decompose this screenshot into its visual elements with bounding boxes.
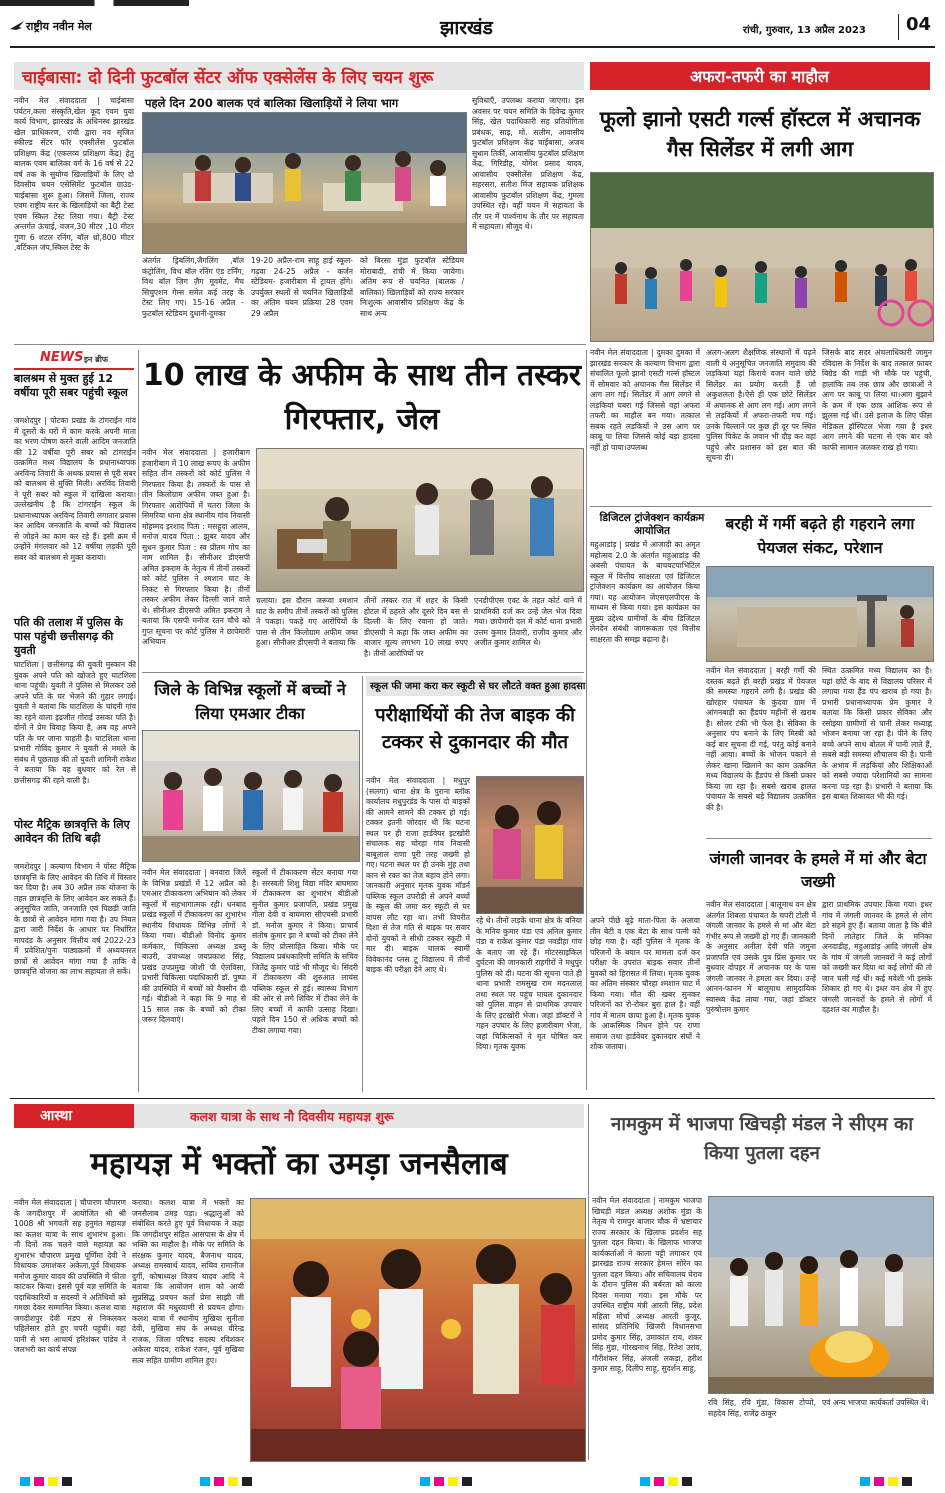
astha-label: आस्था (40, 1108, 73, 1124)
opium-arrest-photo (256, 448, 584, 592)
brief1-body: जमशेदपुर | पोटका प्रखंड के टांगराईन गांव में दूसरों के घरों में काम करके अपनी माता का भरण पोषण करने वाली आदिम जनजाति की 12 वर्षीया पूरी सबर को टांगराईन उत्क्रमित मध्य विद्यालय के प्रधानाध्यापक अरविन्द तिवारी के अथक प्रयास से पूरी सबर को बालश्रम से मुक्ति मिली। अरविंद तिवारी ने पूरी सबर को स्कूल में दाखिला कराया। उल्लेखनीय है कि टांगराईन स्कूल के प्रधानाध्यापक अरविन्द तिवारी लगातार प्रयास कर आदिम जनजाति के बच्चों को विद्यालय से जोड़ने का काम कर रहे हैं। इसी क्रम में उन्होंने मंगलवार को 12 वर्षीया लड़की पूरी सबर को बालश्रम से मुक्त कराया। (14, 416, 136, 562)
opium-headline: 10 लाख के अफीम के साथ तीन तस्कर गिरफ्तार, जेल (142, 358, 582, 437)
dateline: रांची, गुरुवार, 13 अप्रैल 2023 (743, 25, 866, 36)
chaibasa-headline: चाईबासा: दो दिनी फुटबॉल सेंटर ऑफ एक्सेलेंस के लिए चयन शुरू (22, 68, 434, 88)
vaccination-photo (142, 730, 360, 862)
masthead (10, 10, 935, 44)
opium-col2: चलाया। इस दौरान जरूवा श्मशान घाट के समीप तीनों तस्करों को पुलिस ने पकड़ा। पकड़े गए आरोपियों के पास से तीन किलोग्राम अफीम जब्त हुआ। सीनीअर डीएसपी ने बताया कि (256, 596, 358, 647)
animal-headline: जंगली जानवर के हमले में मां और बेटा जख्मी (709, 850, 927, 891)
digital-headline: डिजिटल ट्रांजेक्शन कार्यक्रम आयोजित (599, 512, 705, 537)
accident-col1: नवीन मेल संवाददाता | मधुपुर (सलगा) थाना क्षेत्र के पुराना ब्लॉक कार्यालय मधुपुरडंड के पास दो बाइकों की आमने सामने की टक्कर हो गई। टक्कर इतनी जोरदार थी कि घटना स्थल पर ही राजा हार्डवेयर इटखोरी संचालक सह चोरहा गांव निवासी बाबूलाल राणा पूरी तरह जख्मी हो गए। घटना स्थल पर ही उनके मुंह तथा कान से रक्त का तेज बहाव होने लगा। जानकारी अनुसार मृतक युवक मॉडर्न पब्लिक स्कूल उपरोडी से अपने बच्चों के स्कूल की जमा कर स्कूटी से घर वापस लौट रहा था। तभी विपरीत दिशा से तेज गति से बाइक पर सवार दोनों युवकों ने सीधी टक्कर स्कूटी में मार दी। बाइक चालक स्वामी विवेकानंद प्लस टू विद्यालय में तीनों बाइक की परीक्षा देने आए थे। (366, 776, 470, 974)
kalash-yatra-photo (250, 1198, 586, 1462)
print-registration-strip (0, 0, 945, 6)
handpump-photo (706, 566, 934, 662)
brief2-body: घाटशिला | छत्तीसगढ़ की युवती मुस्कान की युवक अपने पति को खोजते हुए घाटशिला थाना पहुंची। युवती ने पुलिस से मिलकर उसे अपने पति के घर भेजने की गुहार लगाई। युवती ने बताया कि घाटशिला के चांदनी गांव का रहने वाला इंद्रजीत गोराई उसका पति है। दोनों ने प्रेम विवाह किया है, अब वह अपने पति के घर जाना चाहती है। घाटशिला थाना प्रभारी गोविंद कुमार ने युवती से ममले के संबंध में पूछताछ की तो युवती शामिनी राकेश ने बताया कि वह बुधवार को रेल से छत्तीसगढ़ की रहने वाली है। (14, 660, 136, 785)
brief2-headline: पति की तलाश में पुलिस के पास पहुंची छत्तीसगढ़ की युवती (14, 616, 123, 657)
accident-headline: परीक्षार्थियों की तेज बाइक की टक्कर से दुकानदार की मौत (375, 705, 575, 753)
accident-kicker: स्कूल फी जमा करा कर स्कूटी से घर लौटते वक्त हुआ हादसा (370, 681, 586, 692)
animal-col2: द्वारा प्राथमिक उपचार किया गया। इधर गांव में जंगली जानवर के हमले से लोग डरे सहमे हुए हैं। बताया जाता है कि बीते दिनों लातेहार जिले के मनिका अनदाडीह, महुआडांड़ आदि जंगली क्षेत्र के गांव में जंगली जानवरों ने कई लोगों को जख्मी कर दिया था कई लोगों की तो जान चली गई थी। कई मवेशी भी इसके शिकार हो गए थे। इधर वन क्षेत्र में हुए जंगली जानवरों के हमले से लोगों में दहशत का माहौल है। (822, 900, 932, 1014)
astha-col1: नवीन मेल संवाददाता | चौपारण चौपारण के जगदीशपुर में आयोजित श्री श्री 1008 श्री भगवती सह हनुमंत महायज्ञ का कलश यात्रा के साथ शुभारंभ हुआ। नौ दिनों तक चलने वाले महायज्ञ का शुभारंभ चौपारण प्रमुख पूर्णिमा देवी ने विधायक उमाशंकर अकेला,पूर्व विधायक मनोज कुमार यादव की उपस्थिति में फीता काटकर किया। इससे पूर्व यज्ञ समिति के पदाधिकारियों व सदस्यों ने अतिथियों को गमछा देकर सम्मानित किया। कलश यात्रा जगदीशपुर देवी मंडप से निकलकर पहिलेसार होते हुए चपरी पहुंची। वहां पानी से भरा आचार्य हरिशंकर पांडेय ने जलभरी का कार्य संपन्न (14, 1198, 126, 1354)
accident-col3: अपने पीछे बूढ़े माता-पिता के अलावा तीन बेटी व एक बेटा के साथ पत्नी को छोड़ गया है। वहीं पुलिस ने मृतक के परिजनों के बयान पर मामला दर्ज कर परीक्षा के उपरांत बाइक सवार तीनों युवकों को हिरासत में लिया। मृतक युवक का अंतिम संस्कार चौरहा श्मशान घाट में किया गया। मौत की खबर सुनकर परिजनों का रो-रोकर बुरा हाल है। वहीं गांव में मातम छाया हुआ है। मृतक युवक के आकस्मिक निधन होने पर राणा समाज तथा हार्डवेयर दुकानदार संघों ने शोक जताया। (590, 916, 700, 1051)
astha-kicker: कलश यात्रा के साथ नौ दिवसीय महायज्ञ शुरू (190, 1109, 394, 1124)
accident-col2: रहे थे। तीनों लड़के थाना क्षेत्र के बनिया के मनिय कुमार पंडा एवं अनिल कुमार पंडा व राकेश कुमार पंडा नवडीहा गांव के बताए जा रहे हैं। मोटरसाइकिल दुर्घटना की जानकारी राहगीरों ने मधुपुर पुलिस को दी। घटना की सूचना पाते ही थाना प्रभारी रामसुख राम मदनलाल तथा स्थल पर पहुंच घायल दुकानदार को पुलिस वाहन से प्राथमिक उपचार के लिए इटखोरी भेजा। जहां डॉक्टरों ने गहन उपचार के लिए हजारीबाग भेजा, जहां चिकित्सकों ने मृत घोषित कर दिया। मृतक युवक (476, 916, 582, 1051)
digital-body: महुआडांड़ | प्रखंड में आजादी का अमृत महोत्सव 2.0 के अंतर्गत महुआडांड़ की अबसी पंचायत के बाचयटपाभिटिल स्कूल में वित्तीय साक्षरता एवं डिजिटल ट्रांजेक्शन कार्यक्रम का आयोजन किया गया। यह आयोजन जेएसएलपीएस के माध्यम से किया गया। इस कार्यक्रम का मुख्य उद्देश्य ग्रामीणों के बीच डिजिटल लेनदेन संबंधी जागरूकता एवं वित्तीय साक्षरता की समझ बढ़ाना है। (590, 540, 700, 644)
barhi-col2: स्थित उत्क्रमित मध्य विद्यालय का है। यहां छोटे के बाद से विद्यालय परिसर में लगाया गया हैंड पंप खराब हो गया है। प्रभारी प्रधानाध्यापक प्रेम कुमार ने बताया कि किसी प्रकार सेविका और रसोइया ग्रामीणों से पानी लेकर मध्याह्न भोजन बनाया जा रहा है। पीने के लिए बच्चे अपने साथ बोतल में पानी लाते हैं, सबसे बड़ी समस्या शौचालय की है। पानी के अभाव में लड़कियां और शिक्षिकाओं को सबसे ज्यादा परेशानियों का सामना करना पड़ रहा है। प्रभारी ने बताया कि इस बाबत शिकायत भी की गई। (822, 666, 932, 801)
news-in-brief-badge (14, 350, 134, 370)
opium-col4: एनडीपीएस एक्ट के तहत कोर्ट थाने में प्राथमिकी दर्ज कर उन्हें जेल भेज दिया गया। छापेमारी दल में कोर्ट थाना प्रभारी उत्तम कुमार तिवारी, राजीव कुमार और अजीत कुमार शामिल थे। (474, 596, 582, 647)
opium-col1: नवीन मेल संवाददाता | हजारीबाग हजारीबाग में 10 लाख रूपए के अफीम सहित तीन तस्करों को कोर्ट पुलिस ने गिरफ्तार किया है। तस्करों के पास से तीन किलोग्राम अफीम जब्त हुआ है। गिरफ्तार आरोपियों में चतरा जिला के सिमरिया थाना क्षेत्र स्थानीय गांव निवासी मोहम्मद इरशाद पिता : मसहूदा आलम, मनोज यादव पिता : झुबर यादव और सुधन कुमार पिता : स्व प्रीतम गोप का नाम शामिल है। सीनीअर डीएसपी अमित इकराम के नेतृत्व में तीनों तस्करों को कोर्ट पुलिस ने श्मशान घाट के निकट से गिरफ्तार किया है। तीनों तस्कर अफीम लेकर दिल्ली जाने वाले थे। सीनीअर डीएसपी अमित इकराम ने बताया कि एसपी मनोज रतन चौथे को गुप्त सूचना पर कोर्ट पुलिस ने छापेमारी अभियान (142, 448, 250, 646)
hostel-fire-photo (590, 172, 934, 342)
afra-headline: फूलो झानो एसटी गर्ल्स हॉस्टल में अचानक गैस सिलेंडर में लगी आग (599, 107, 921, 161)
brief1-headline: बालश्रम से मुक्त हुई 12 वर्षीया पूरी सबर पहुंची स्कूल (14, 372, 128, 399)
barhi-headline: बरही में गर्मी बढ़ते ही गहराने लगा पेयजल संकट, परेशान (725, 515, 915, 557)
animal-col1: नवीन मेल संवाददाता | बालूमाथ वन क्षेत्र अंतर्गत शिबला पंचायत के चपरी टोली में जंगली जानवर के हमले से मां और बेटा गंभीर रूप से जख्मी हो गए हैं। जानकारी के अनुसार अनीता देवी पति जमुना प्रजापति एवं उसके पुत्र प्रिंस कुमार पर बुधवार दोपहर में अचानक घर के पास जंगली जानवर ने हमला कर दिया। उन्हें आनन-फानन में बालूमाथ सामुदायिक स्वास्थ्य केंद्र लाया गया, जहां डॉक्टर पुरुषोत्तम कुमार (706, 900, 816, 1014)
mr-col2: स्कूलों में टीकाकरण सेंटर बनाया गया है। सरस्वती शिशु विद्या मंदिर बाघमारा में टीकाकरण का शुभारंभ बीडीओ सुनील कुमार प्रजापति, प्रखंड प्रमुख गीता देवी व बाघमारा सीएचसी प्रभारी डॉ. मनोज कुमार ने किया। प्राचार्य संतोष कुमार झा ने बच्चों को टीका लेने के लिए प्रोत्साहित किया। मौके पर विद्यालय प्रबंधकारिणी समिति के सचिव जितेंद्र कुमार पांडे भी मौजूद थे। सिंदरी में टीकाकरण की शुरुआत लायंस पब्लिक स्कूल से हुई। स्वास्थ्य विभाग की ओर से लगे शिविर में टीका लेने के लिए बच्चों में काफी उत्साह दिखा। पहले दिन 150 से अधिक बच्चों को टीका लगाया गया। (252, 868, 358, 1035)
chaibasa-col5: सुविधाएँ, उपलब्ध कराया जाएगा। इस अवसर पर चयन समिति के दिवेन्द्र कुमार सिंह, खेल पदाधिकारी सह प्रतियोगिता प्रबंधक, साइ, मो. सलीम, आवासीय फुटबॉल प्रशिक्षण केंद्र चाईबासा, अजय सुधाम तिर्की, आवासीय फुटबॉल प्रशिक्षण केंद्र, गिरिडीह, योगेश प्रसाद यादव, आवासीय एक्सीलेंस प्रशिक्षण केंद्र, सहरसरा, सतीश मिंज सहायक प्रशिक्षक आवासीय फुटबॉल प्रशिक्षण केंद्र, गुमला उपस्थित रहे। वहीं चयन में सहायता के तौर पर में पार्श्वनाथ के तौर पर सहायता में सहायता। मौजूद थे। (472, 96, 584, 231)
brief3-headline: पोस्ट मैट्रिक छात्रवृत्ति के लिए आवेदन की तिथि बढ़ी (14, 818, 130, 845)
in-brief-label: इन ब्रीफ (84, 355, 108, 364)
namkum-col1: नवीन मेल संवाददाता | नामकुम भाजपा खिचड़ी मंडल अध्यक्ष अशोक मुंडा के नेतृत्व मे रामपुर बाजार चौक में भ्रष्टाचार राज्य सरकार के खिलाफ प्रदर्शन सह पुतला दहन किया। के खिलाफ भाजपा कार्यकर्ताओं ने काला पट्टी लगाकर एवं झारखंड राज्य सरकार हेमन्त सोरेन का पुतला दहन किया। और सचिवालय घेराव के दौरान पुलिस की बर्बरता को काला दिवस मनाया गया। इस मौके पर उपस्थित राष्ट्रीय मंत्री आरती सिंह, प्रदेश महिला मोर्चा अध्यक्ष आरती कुजूर, सांसद प्रतिनिधि खिजरी विधानसभा प्रमोद कुमार सिंह, उमाकांत राय, शंकर सिंह मुंडा, गोरखनाथ सिंह, रितेश उरांव, गौरीशंकर सिंह, अंजली लकड़ा, हरीश कुमार साहू, दिलीप साहू, सुदर्शन साहू, (592, 1196, 702, 1373)
chaibasa-col1: नवीन मेल संवाददाता | चाईबासा पर्यटन,कला संस्कृति,खेल कूद एवम युवा कार्य विभाग, झारखंड के अधिनस्थ झारखंड खेल प्राधिकरण, रांची द्वारा नव सृजित स्कील्ड सेंटर फॉर एक्सीलेंस फुटबॉल प्रशिक्षण केंद्र (एकलव्य प्रशिक्षण केंद्र) हेतु बालक एवम बालिका वर्ग के 16 वर्ष से 22 वर्ष तक के सुयोग्य खिलाड़ियों के लिए दो दिवसीय चयन एसेसिमेंट फुटबॉल ग्राउंड- चाईबासा शुरू हुआ। जिसमें जिला, राज्य एवम राष्ट्रीय स्तर के खिलाड़ियों का बैट्री टेस्ट एवम स्किल टेस्ट लिया गया। बैट्री टेस्ट अन्तर्गत ऊंचाई, वजन,30 मीटर ,10 मीटर गुणा 6 शटल रनिंग, बॉल थ्रो,800 मीटर ,वर्टिकल जंप,स्किल टेस्ट के (14, 96, 134, 252)
mr-col1: नवीन मेल संवाददाता | बनवारा जिले के विभिन्न प्रखंडों में 12 अप्रैल को एमआर टीकाकरण अभियान को लेकर स्कूलों में सहभागात्मक रही। धनबाद प्रखंड स्कूलों में टीकाकरण का शुभारंभ स्थानीय विधायक विभिन्न लोगों ने किया गया। बीडीओ विनोद कुमार कर्मकार, चिकित्सा अध्यक्ष डब्लू बाउरी, उपाध्यक्ष जयप्रकाश सिंह, प्रखंड उपप्रमुख जोशी पी ऐलविसा, प्रभारी चिकित्सा पदाधिकारी डॉ. पुष्पा की उपस्थिति में बच्चों को वैक्सीन दी गई। बीडीओ ने कहा कि 9 माह से 15 साल तक के बच्चों को टीका जरूर दिलवाएं। (142, 868, 246, 1024)
afra-col3: जिसके बाद सदर अंचलाधिकारी जामुन रविदास के निर्देश के बाद तत्काल फ़ायर बिग्रेड की गाड़ी भी मौके पर पहुंची, हालांकि तब तक छात्र और छात्राओं ने आग पर काबू पा लिया था।आग बुझाने के क्रम में एक छात्र आंशिक रूप से झुलस गई थी। उसे इलाज के लिए फीस़ मेडिकल हॉस्पिटल भेजा गया है इधर आग लगने की घटना से एक बार को काफी सामान जलकर राख हो गया। (822, 348, 932, 452)
namkum-headline: नामकुम में भाजपा खिचड़ी मंडल ने सीएम का किया पुतला दहन (610, 1114, 914, 1164)
news-label: NEWS (40, 350, 84, 365)
afra-col2: अलग-अलग शैक्षणिक संस्थानों में पढ़ने वाली ये अनुसूचित जनजाति समुदाय की लड़कियां यहां किराये वजन वाले छोटे सिलेंडर का प्रयोग करती हैं जो अकुशलता है।ऐसे ही एक छोटे सिलेंडर में अचानक से आग लग गई। आग लगने से लड़कियों में अफरा-तफरी मच गई। उनके चिल्लाने पर कुछ ही दूर पर स्थित पुलिस पिकेट के जवान भी दौड़ कर वहां पहुंचे और प्रशासन को इस बात की सूचना दी। (706, 348, 816, 462)
astha-label-band (14, 1104, 134, 1128)
brief3-body: जमशेदपुर | कल्याण विभाग ने पोस्ट मैट्रिक छात्रवृत्ति के लिए आवेदन की तिथि में विस्तार कर दिया है। अब 30 अप्रैल तक योजना के तहत छात्रवृत्ति के लिए आवेदन कर सकते हैं। अनुसूचित जाति, जनजाति एवं पिछड़ी जाति के छात्रों से आवेदन मांगा गया है। उप नियत द्वारा जारी निर्देश के आधार पर निर्धारित मापदंड के अनुसार वित्तीय वर्ष 2022-23 में प्रवेशित/पुनः पाठ्यक्रमों में अध्ययनरत छात्रों से आवेदन मांगा गया है ताकि वे छात्रवृत्ति योजना का लाभ सहायता ले सकें। (14, 862, 136, 976)
effigy-burning-photo (708, 1196, 934, 1394)
chaibasa-subheadline: पहले दिन 200 बालक एवं बालिका खिलाड़ियों ने लिया भाग (145, 96, 399, 110)
chaibasa-col3: 19-20 अप्रैल-राम साहू हाई स्कूल- गढ़वा 24-25 अप्रैल - कर्जन स्टेडियम- हजारीबाग में ट्रायल होंगे। उपर्युक्त स्थलों से चयनित खिलाड़ियों का अंतिम चयन प्रक्रिया 28 एवम 29 अप्रैल (251, 256, 353, 318)
afra-col1: नवीन मेल संवाददाता | दुमका दुमका में झारखंड सरकार के कल्याण विभाग द्वारा संचालित फूलो झानो एसटी गर्ल्स हॉस्टल में सोमवार को अचानक गैस सिलेंडर में आग लग गई। सिलेंडर में आग लगने से लड़कियां घबरा गई जिससे वहां अफरा तफरी का माहौल बन गया। तत्काल सबक रहते लड़कियों ने उस आग पर काबू पा लिया जिससे कोई बड़ा हादसा नहीं हो पाया।उपलब्ध (590, 348, 700, 452)
section-title: झारखंड (440, 17, 493, 39)
mr-headline: जिले के विभिन्न स्कूलों में बच्चों ने लिया एमआर टीका (154, 680, 346, 723)
page-number: 04 (906, 14, 932, 35)
namkum-caption: रवि सिंह, रवि मुंडा, विकास टोप्पो, सहदेव सिंह, राजेंद्र ठाकुर (708, 1398, 816, 1418)
bird-logo-icon (10, 18, 24, 30)
namkum-col2: एवं अन्य भाजपा कार्यकर्ता उपस्थित थे। (822, 1398, 929, 1407)
astha-headline: महायज्ञ में भक्तों का उमड़ा जनसैलाब (90, 1146, 508, 1182)
accident-mourners-photo (476, 776, 584, 914)
chaibasa-trials-photo (142, 112, 467, 254)
color-registration-bar (0, 1474, 945, 1489)
afra-kicker: अफरा-तफरी का माहौल (690, 67, 829, 86)
opium-col3: तीनों तस्कर रात में शहर के किसी होटल में ठहरते और दूसरे दिन बस से दिल्ली के लिए रवाना हो जाते। डीएसपी ने कहा कि जब्त अफीम का बाजार मूल्य लगभग 10 लाख रुपए है। तीनों आरोपियों पर (364, 596, 468, 658)
barhi-col1: नवीन मेल संवाददाता | बरही गर्मी की दस्तक बढ़ते ही बरही प्रखंड में पेयजल की समस्या गहराने लगी है। प्रखंड की खोरहार पंचायत के कुंदवा ग्राम में आंगनबाड़ी का हैंडपंप महीनों से खराब है। सोलर टंकी भी फेल है। सेविका के अनुसार पंप बनाने के लिए मिस्त्री को कई बार सूचना दी गई, परंतु कोई बनाने नहीं आया। बच्चों के भोजन पकाने से लेकर खाना खिलाने का काम उत्क्रमित मध्य विद्यालय के हैंडपंप से किसी प्रकार किया जा रहा है। सबसे खराब हालत पंचायत के सबसे बड़े विद्यालय उत्क्रमित की है। (706, 666, 816, 812)
astha-col2: कराया। कलश यात्रा में भक्तों का जनसैलाब उमड़ पड़ा। श्रद्धालुओं को संबोधित करते हुए पूर्व विधायक ने कहा कि जगदीशपुर सहित आसपास के क्षेत्र में भक्ति का माहौल है। मौके पर समिति के संरक्षक कुमार यादव, बैजनाथ यादव, अध्यक्ष रामस्वार्थ यादव, सचिव रामानीज दुर्गी, कोषाध्यक्ष विजय यादव आदि ने बताया कि आयोजन शाम को आयी सुप्रसिद्ध प्रवचन कर्ता प्रेमा साझी जी महाराज की मधुरवाणी से प्रवचन होगा। कलश यात्रा में स्थानीय मुखिया सुनीता देवी, मुखिया संघ के अध्यक्ष वीरेन्द्र राजक, जिला परिषद सदस्य रविशंकर अकेला यादव, राकेश रंजन, पूर्व मुखिया सत्य सहित ग्रामीण शामिल हुए। (132, 1198, 244, 1365)
chaibasa-col2: अंतर्गत ड्रिबलिंग,जैगलिंग ,बॉल कंट्रोलिंग, विथ बॉल रनिंग एंड टर्निंग, विथ बॉल ज़िग ज़ैग मूवमेंट, मैच सिचुएशन गेम्स समेत कई तरह के टेस्ट लिए गए। 15-16 अप्रैल - फुटबॉल स्टेडियम दुधानी-दुमका (142, 256, 244, 318)
paper-name: राष्ट्रीय नवीन मेल (26, 20, 92, 33)
chaibasa-col4: को बिरसा मुंडा फुटबॉल स्टेडियम मोराबादी, रांची में किया जायेगा। अंतिम रूप से चयनित (बालक /बालिका) खिलाड़ियों को राज्य सरकार निःशुल्क आवासीय प्रशिक्षण केंद्र के साथ अन्य (360, 256, 464, 318)
